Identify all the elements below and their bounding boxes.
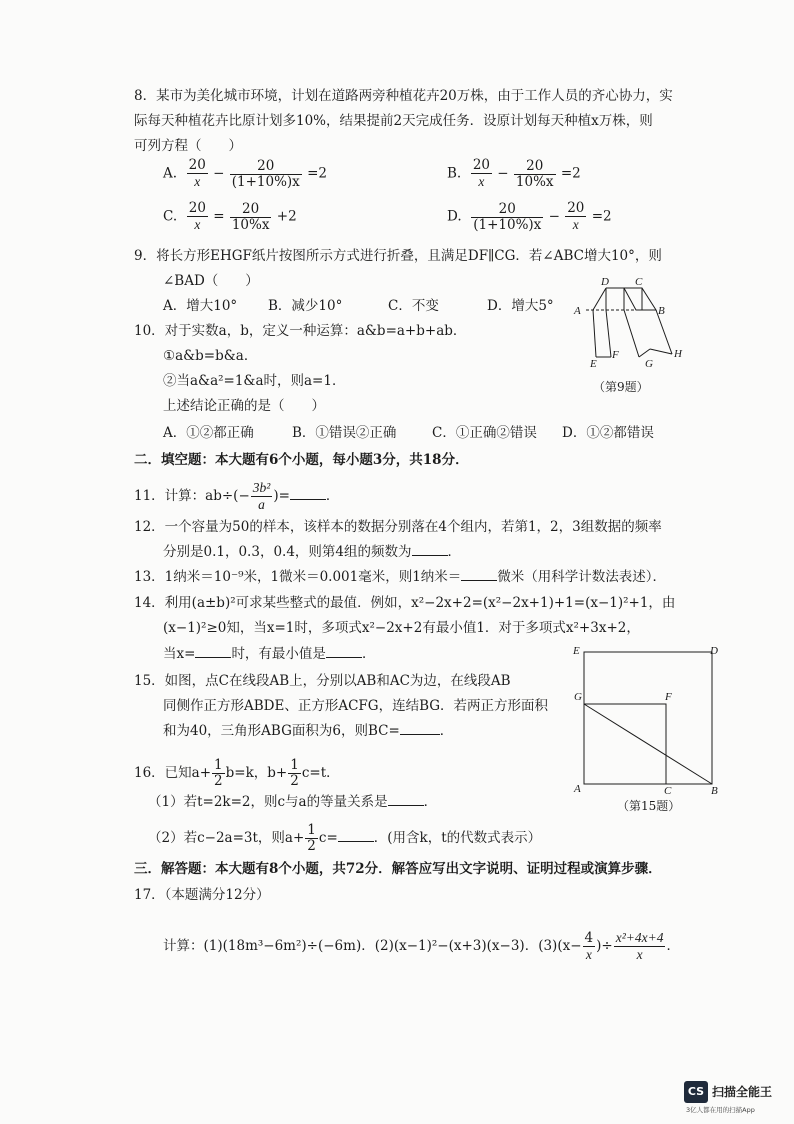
- q9-option-d: D．增大5°: [487, 298, 554, 314]
- q9-caption: （第9题）: [593, 380, 649, 394]
- q10-line3: ②当a&a²=1&a时，则a=1．: [163, 373, 346, 389]
- q16-part1: （1）若t=2k=2，则c与a的等量关系是 ．: [148, 794, 438, 810]
- q9-option-b: B．减少10°: [268, 298, 343, 314]
- q9-label-f: F: [612, 349, 619, 361]
- q10-line4: 上述结论正确的是（ ）: [163, 398, 325, 414]
- q14-line2: (x−1)²≥0知，当x=1时，多项式x²−2x+2有最小值1．对于多项式x²+3x+2，: [163, 620, 640, 636]
- q10-option-b: B．①错误②正确: [292, 425, 397, 441]
- q9-line2: ∠BAD（ ）: [163, 273, 259, 289]
- q11: 11．计算：ab÷(− $\frac{\text{3b²}}{a}$ )= ．: [134, 480, 340, 512]
- q16-part2: （2）若c−2a=3t，则a+ $\frac{1}{2}$ c= ．(用含k，t的代数式表示）: [148, 822, 542, 854]
- q13: 13．1纳米＝10⁻⁹米，1微米＝0.001毫米，则1纳米＝ 微米（用科学计数法表述）．: [134, 569, 667, 585]
- q15-label-c: C: [664, 785, 672, 797]
- q10-option-d: D．①②都错误: [562, 425, 654, 441]
- q9-label-c: C: [635, 276, 643, 288]
- q15-line3: 和为40，三角形ABG面积为6，则BC= ．: [163, 723, 454, 739]
- q8-line2: 际每天种植花卉比原计划多10%，结果提前2天完成任务．设原计划每天种植x万株，则: [134, 113, 653, 129]
- q9-label-b: B: [658, 305, 665, 317]
- q9-line1: 9．将长方形EHGF纸片按图所示方式进行折叠，且满足DF∥CG．若∠ABC增大10°，则: [134, 248, 662, 264]
- scanner-app-watermark: [684, 1081, 782, 1113]
- q12-line1: 12．一个容量为50的样本，该样本的数据分别落在4个组内，若第1，2，3组数据的频率: [134, 519, 662, 535]
- q9-label-e: E: [590, 358, 597, 370]
- q15-label-d: D: [710, 645, 718, 657]
- app-tagline: 3亿人都在用的扫描App: [686, 1106, 755, 1114]
- q12-line2: 分别是0.1，0.3，0.4，则第4组的频数为 ．: [163, 544, 461, 560]
- q15-label-g: G: [574, 691, 582, 703]
- q10-line1: 10．对于实数a，b，定义一种运算：a&b=a+b+ab．: [134, 323, 467, 339]
- q8-line1: 8．某市为美化城市环境，计划在道路两旁种植花卉20万株，由于工作人员的齐心协力，实: [134, 88, 673, 104]
- q15-label-b: B: [711, 785, 718, 797]
- q9-option-a: A．增大10°: [163, 298, 238, 314]
- q10-line2: ①a&b=b&a．: [163, 348, 258, 364]
- section-2-heading: 二．填空题：本大题有6个小题，每小题3分，共18分．: [134, 452, 469, 468]
- q8-line3: 可列方程（ ）: [134, 138, 242, 154]
- app-name: 扫描全能王: [712, 1085, 773, 1099]
- q15-label-a: A: [574, 783, 581, 795]
- q9-figure: [566, 272, 696, 382]
- q15-caption: （第15题）: [617, 799, 681, 813]
- q8-option-b: B. $\frac{20}{x}$ − $\frac{20}{10\%x}$ =2: [447, 157, 581, 190]
- q15-figure: [570, 640, 720, 802]
- section-3-heading: 三．解答题：本大题有8个小题，共72分．解答应写出文字说明、证明过程或演算步骤．: [134, 861, 662, 877]
- q10-option-a: A．①②都正确: [163, 425, 254, 441]
- q14-line1: 14．利用(a±b)²可求某些整式的最值．例如，x²−2x+2=(x²−2x+1)+1=(x−1)²+1，由: [134, 595, 676, 611]
- q15-label-f: F: [665, 691, 672, 703]
- q8-option-a: A. $\frac{20}{x}$ − $\frac{20}{(1+10\%)x}$ =2: [163, 157, 327, 190]
- q9-label-a: A: [574, 305, 581, 317]
- cs-logo-icon: CS: [684, 1081, 708, 1103]
- q8-option-c: C. $\frac{20}{x}$ = $\frac{20}{10\%x}$ +2: [163, 200, 297, 233]
- q9-label-g: G: [645, 358, 653, 370]
- q17-calc: 计算：(1)(18m³−6m²)÷(−6m)．(2)(x−1)²−(x+3)(x−3)．(3)(x− $\frac{4}{x}$ )÷ $\frac{\text{x²+4x+4}}{x}$ ．: [163, 929, 680, 962]
- q8-option-d: D. $\frac{20}{(1+10\%)x}$ − $\frac{20}{x}$ =2: [447, 200, 612, 233]
- q17-title: 17．（本题满分12分）: [134, 887, 270, 903]
- q14-line3: 当x= 时，有最小值是 ．: [163, 646, 376, 662]
- q10-option-c: C．①正确②错误: [432, 425, 537, 441]
- q15-line2: 同侧作正方形ABDE、正方形ACFG，连结BG．若两正方形面积: [163, 698, 549, 714]
- q9-option-c: C．不变: [388, 298, 439, 314]
- q9-label-h: H: [674, 348, 682, 360]
- q9-label-d: D: [601, 276, 609, 288]
- q15-line1: 15．如图，点C在线段AB上，分别以AB和AC为边，在线段AB: [134, 673, 511, 689]
- q16: 16．已知a+ $\frac{1}{2}$ b=k，b+ $\frac{1}{2}$ c=t．: [134, 757, 340, 789]
- q15-label-e: E: [573, 645, 580, 657]
